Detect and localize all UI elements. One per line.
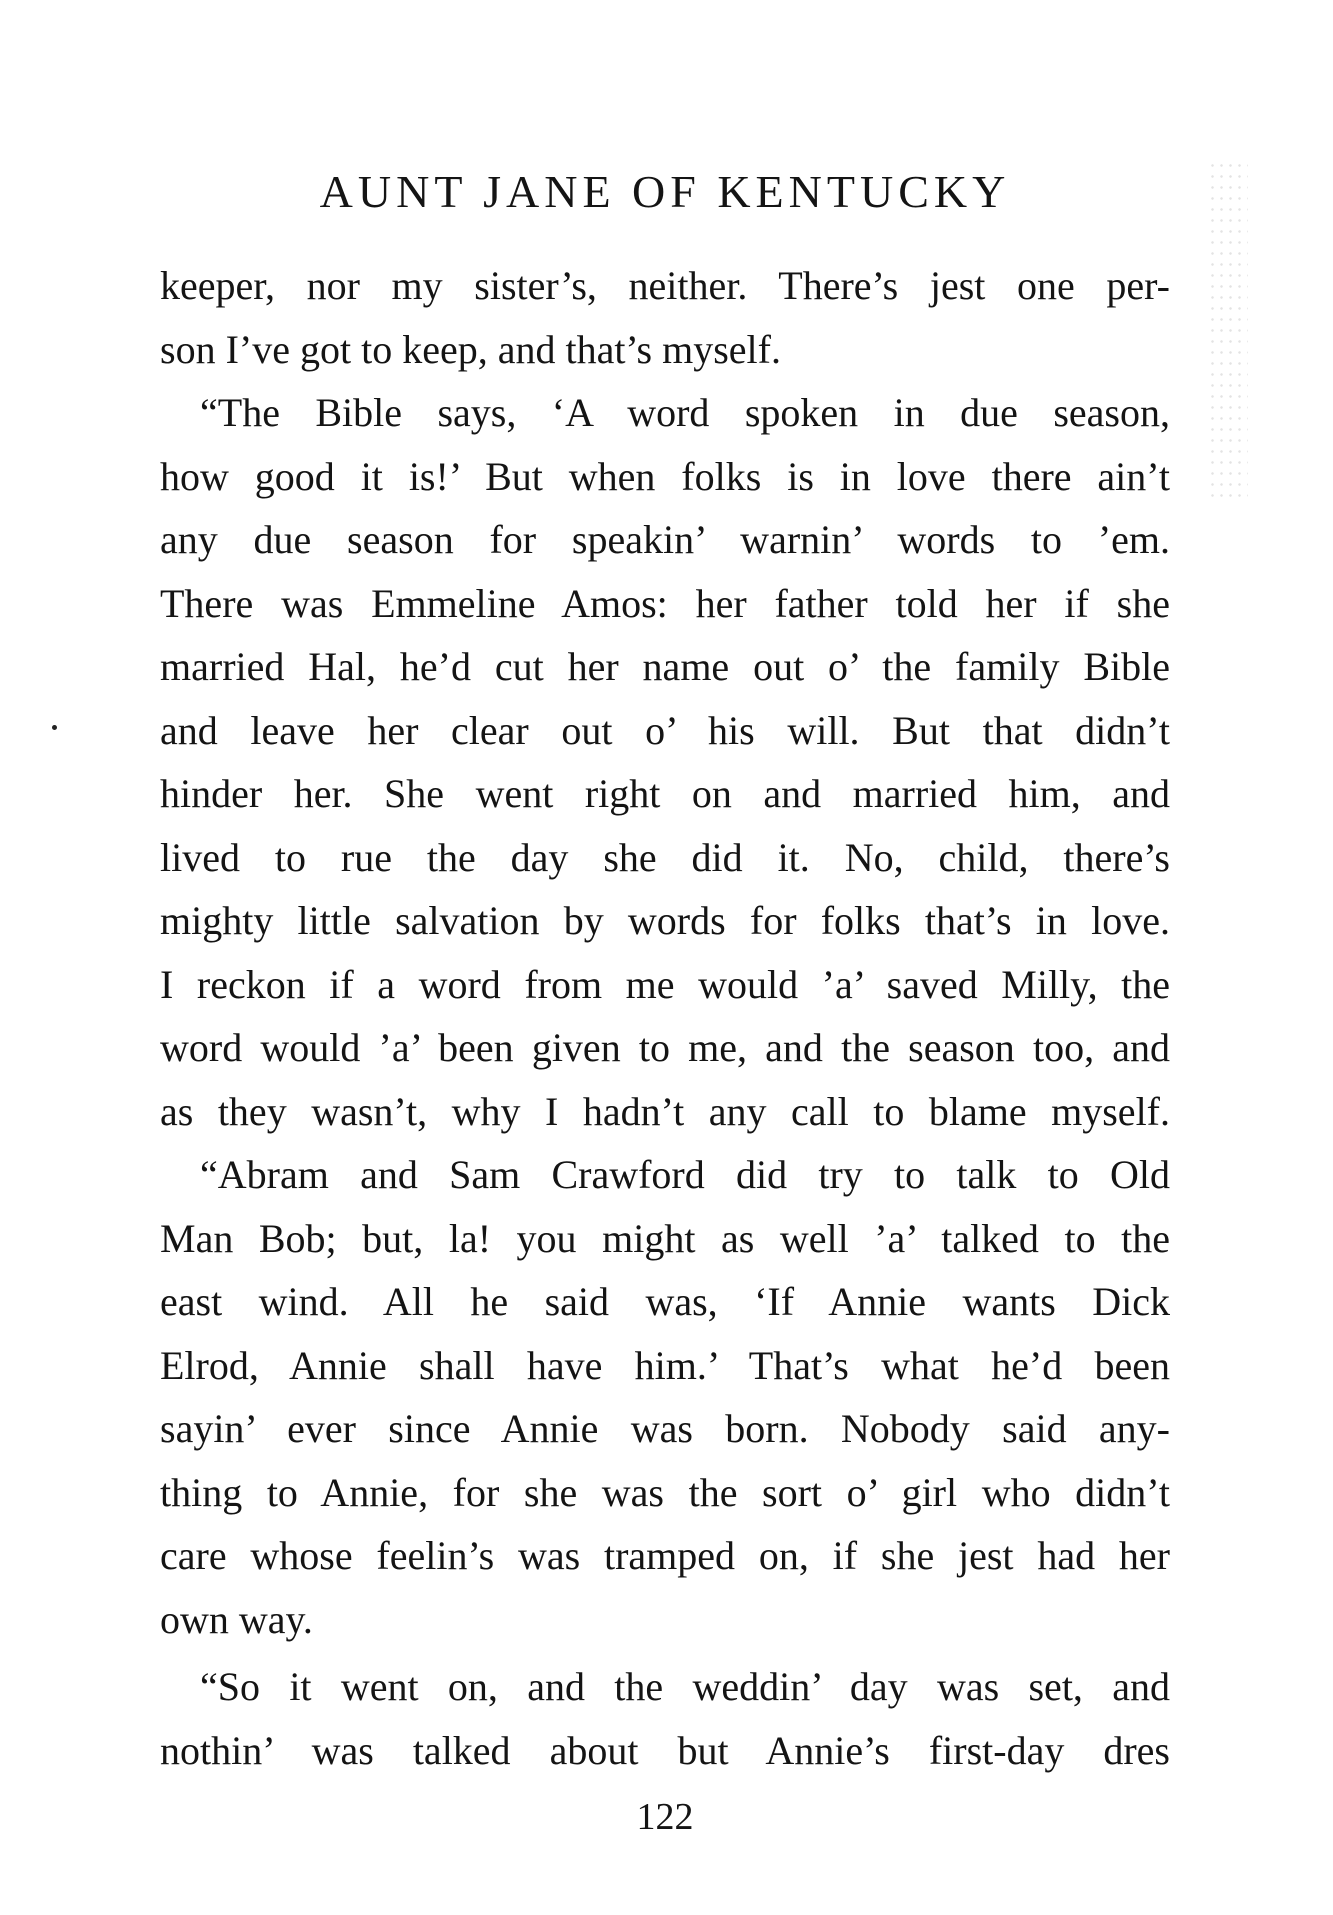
text-line: sayin’ ever since Annie was born. Nobody said any- <box>160 1406 1170 1451</box>
text-line: married Hal, he’d cut her name out o’ the family Bible <box>160 644 1170 689</box>
text-line: and leave her clear out o’ his will. But that didn’t <box>160 707 1170 753</box>
ink-speck <box>52 725 57 730</box>
text-line: how good it is!’ But when folks is in love there ain’t <box>160 453 1170 499</box>
text-line: thing to Annie, for she was the sort o’ girl who didn’t <box>160 1469 1170 1515</box>
margin-bleed-through <box>1208 160 1248 500</box>
text-line: Man Bob; but, la! you might as well ’a’ talked to the <box>160 1215 1170 1261</box>
text-line: word would ’a’ been given to me, and the season too, and <box>160 1025 1170 1070</box>
text-line: mighty little salvation by words for folks that’s in love. <box>160 898 1170 943</box>
text-line: east wind. All he said was, ‘If Annie wants Dick <box>160 1279 1170 1324</box>
text-line: as they wasn’t, why I hadn’t any call to blame myself. <box>160 1088 1170 1134</box>
text-line: any due season for speakin’ warnin’ words to ’em. <box>160 517 1170 562</box>
text-line: keeper, nor my sister’s, neither. There’s jest one per- <box>160 263 1170 308</box>
text-line: care whose feelin’s was tramped on, if she jest had her <box>160 1533 1170 1578</box>
text-line: There was Emmeline Amos: her father told her if she <box>160 580 1170 626</box>
text-line: “Abram and Sam Crawford did try to talk to Old <box>200 1152 1170 1197</box>
text-line: “So it went on, and the weddin’ day was set, and <box>200 1664 1170 1709</box>
text-line: I reckon if a word from me would ’a’ saved Milly, the <box>160 961 1170 1007</box>
text-line: Elrod, Annie shall have him.’ That’s what he’d been <box>160 1342 1170 1388</box>
text-line: hinder her. She went right on and married him, and <box>160 771 1170 816</box>
running-title: AUNT JANE OF KENTUCKY <box>319 166 1011 217</box>
body-text <box>160 254 1170 1782</box>
text-line: own way. <box>160 1596 313 1642</box>
text-line: “The Bible says, ‘A word spoken in due season, <box>200 390 1170 435</box>
text-line: nothin’ was talked about but Annie’s first-day dres <box>160 1727 1170 1773</box>
text-line: son I’ve got to keep, and that’s myself. <box>160 326 781 372</box>
text-line: lived to rue the day she did it. No, child, there’s <box>160 834 1170 880</box>
page-number: 122 <box>636 1796 694 1838</box>
